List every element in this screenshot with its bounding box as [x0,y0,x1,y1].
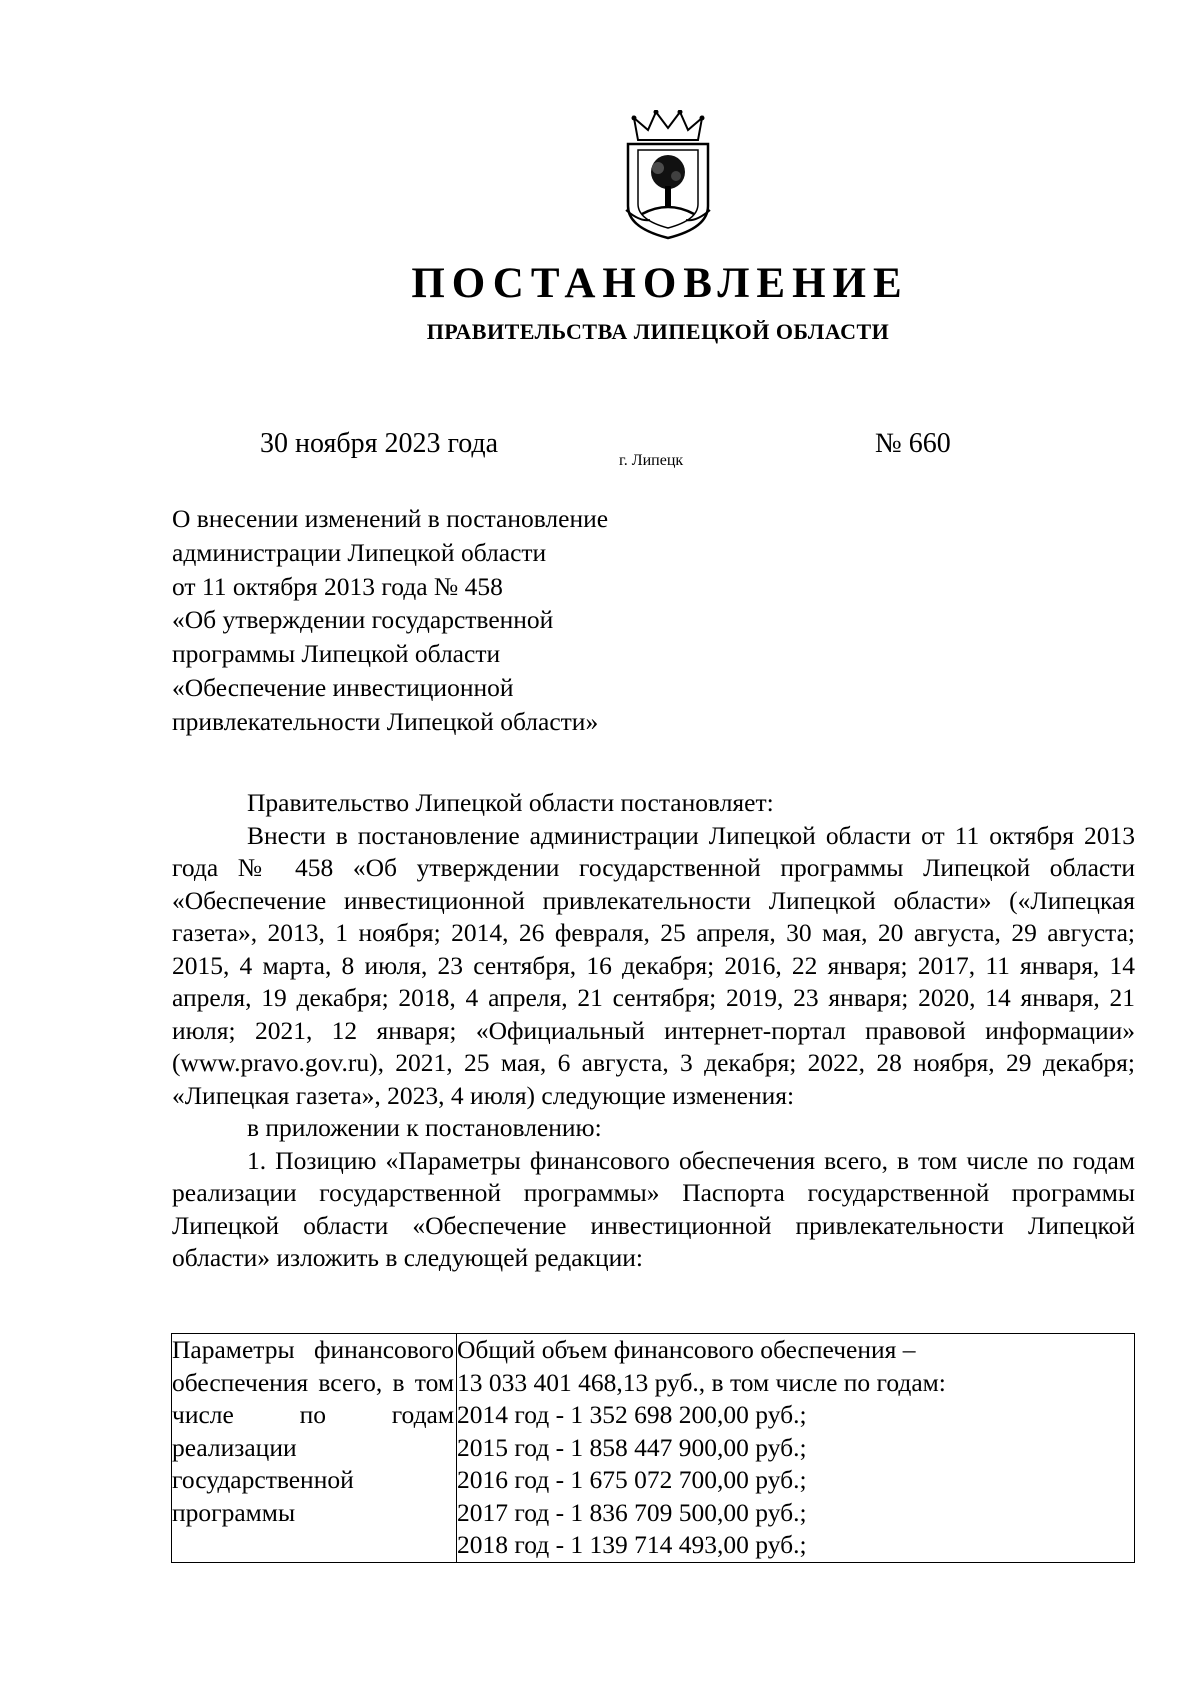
parameter-label: Параметры финансового обеспечения всего, в том числе по годам реализации государственной программы [172,1335,454,1527]
subject-line: администрации Липецкой области [172,537,547,567]
item-1-paragraph: 1. Позицию «Параметры финансового обеспечения всего, в том числе по годам реализации государственной программы» Паспорта государственной программы Липецкой области «Обеспечение инвестиционной привлекательности Липецкой области» изложить в следующей редакции: [172,1145,1135,1272]
subject-line: привлекательности Липецкой области» [172,706,599,736]
appendix-line: в приложении к постановлению: [247,1113,602,1142]
value-line: Общий объем финансового обеспечения – [457,1335,916,1364]
value-line: 2016 год - 1 675 072 700,00 руб.; [457,1465,807,1494]
value-line: 2015 год - 1 858 447 900,00 руб.; [457,1432,807,1462]
parameter-value-cell [457,1334,1135,1563]
intro-line: Правительство Липецкой области постановляет: [247,788,774,817]
subject-line: О внесении изменений в постановление [172,504,609,533]
value-line: 2014 год - 1 352 698 200,00 руб.; [457,1400,807,1429]
subject-line: «Об утверждении государственной [172,605,554,635]
subject-line: «Обеспечение инвестиционной [172,672,514,702]
subject-line: от 11 октября 2013 года № 458 [172,571,503,601]
value-line: 13 033 401 468,13 руб., в том числе по годам: [457,1367,946,1397]
table-row [172,1334,1135,1563]
document-city: г. Липецк [619,452,684,469]
value-line: 2018 год - 1 139 714 493,00 руб.; [457,1530,807,1559]
main-paragraph: Внести в постановление администрации Липецкой области от 11 октября 2013 года № 458 «Об утверждении государственной программы Липецкой области «Обеспечение инвестиционной привлекательности Липецкой области» («Липецкая газета», 2013, 1 ноября; 2014, 26 февраля, 25 апреля, 30 мая, 20 августа, 29 августа; 2015, 4 марта, 8 июля, 23 сентября, 16 декабря; 2016, 22 января; 2017, 11 января, 14 апреля, 19 декабря; 2018, 4 апреля, 21 сентября; 2019, 23 января; 2020, 14 января, 21 июля; 2021, 12 января; «Официальный интернет-портал правовой информации» (www.pravo.gov.ru), 2021, 25 мая, 6 августа, 3 декабря; 2022, 28 ноября, 29 декабря; «Липецкая газета», 2023, 4 июля) следующие изменения: [172,820,1135,1110]
document-subject [172,502,872,739]
issuing-authority: ПРАВИТЕЛЬСТВА ЛИПЕЦКОЙ ОБЛАСТИ [426,319,890,344]
document-body [172,787,1135,1275]
parameter-label-cell [172,1334,457,1563]
subject-line: программы Липецкой области [172,639,501,669]
coat-of-arms-icon [620,110,716,240]
value-line: 2017 год - 1 836 709 500,00 руб.; [457,1497,807,1527]
document-number: № 660 [875,428,951,459]
financing-parameters-table [171,1333,1135,1563]
document-date: 30 ноября 2023 года [260,428,499,459]
document-title: ПОСТАНОВЛЕНИЕ [411,260,909,307]
